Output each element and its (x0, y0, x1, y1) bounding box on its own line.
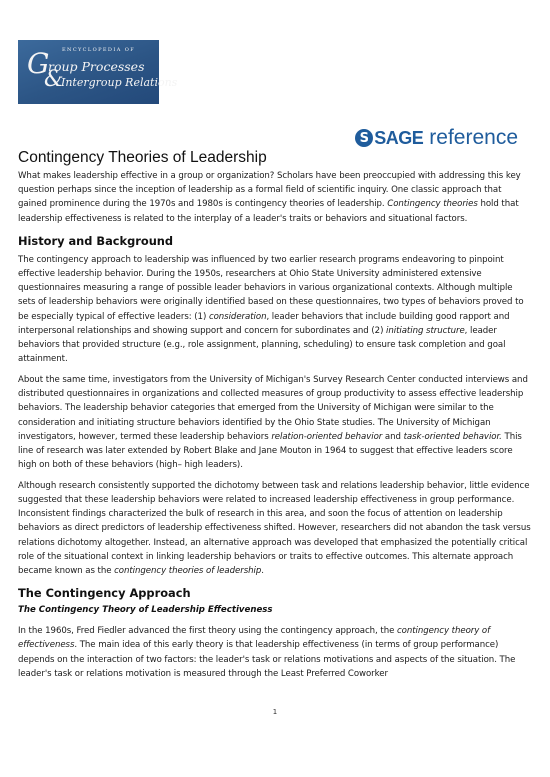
logo-ampersand: & (44, 67, 64, 92)
history-p3-text-1: Although research consistently supported the dichotomy between task and relations leadership behavior, little evidence suggested that these leadership behaviors were related to increased leadership effectiveness in group performance. Inconsistent findings characterized the bulk of research in this area, and soon the focus of attention on leadership behaviors as direct predictors of leadership effectiveness shifted. However, researchers did not abandon the task versus relations dichotomy altogether. Instead, an alternative approach was developed that emphasized the potentially critical role of the situational context in linking leadership behaviors or traits to effective outcomes. This alternate approach became known as the (18, 480, 531, 577)
approach-p1-text-2: . The main idea of this early theory is that leadership effectiveness (in terms of group performance) depends on the interaction of two factors: the leader's task or relations motivations and aspects of the situation. The leader's task or relations motivation is measured through the Least Preferred Coworker (18, 640, 516, 679)
intro-term: Contingency theories (387, 199, 478, 210)
sage-s-icon: S (355, 129, 373, 147)
term-contingency-theory-of-effectiveness: contingency theory of effectiveness (18, 626, 491, 651)
sage-wordmark: SAGE (374, 127, 424, 148)
logo-top-text: ENCYCLOPEDIA OF (62, 47, 136, 53)
approach-heading: The Contingency Approach (18, 586, 191, 601)
sage-reference-logo (355, 126, 518, 150)
history-p2-text-1: About the same time, investigators from the University of Michigan's Survey Research Center conducted interviews and distributed questionnaires in organizations and collected measures of group productivity to assess effective leadership behaviors. The leadership behavior categories that emerged from the University of Michigan were similar to the consideration and initiating structure behaviors identified by the Ohio State studies. The University of Michigan investigators, however, termed these leadership behaviors (18, 374, 528, 442)
term-task-oriented: task-oriented behavior. (403, 431, 502, 442)
history-p2-text-2: and (382, 431, 404, 442)
history-p1-text-1: The contingency approach to leadership was influenced by two earlier research programs endeavoring to pinpoint effective leadership behavior. During the 1950s, researchers at Ohio State University administered extensive questionnaires measuring a range of possible leader behaviors in various organizational contexts. Although multiple sets of leadership behaviors were originally identified based on these questionnaires, two types of behaviors proved to be especially typical of effective leaders: (1) (18, 254, 524, 322)
history-p2-text-3: This line of research was later extended by Robert Blake and Jane Mouton in 1964 to suggest that effective leaders score high on both of these behaviors (high– high leaders). (18, 431, 522, 471)
history-p1-text-2: , leader behaviors that include building good rapport and interpersonal relationships and showing support and concern for subordinates and (2) (18, 311, 510, 336)
intro-paragraph (18, 169, 532, 226)
intro-text-2: hold that leadership effectiveness is related to the interplay of a leader's traits or behaviors and situational factors. (18, 199, 519, 224)
term-initiating-structure: initiating structure (386, 325, 465, 336)
term-contingency-theories: contingency theories of leadership (114, 566, 262, 577)
term-consideration: consideration (208, 311, 267, 322)
term-relation-oriented: relation-oriented behavior (271, 431, 383, 442)
article-title: Contingency Theories of Leadership (18, 149, 267, 166)
encyclopedia-logo (18, 40, 178, 104)
page-number: 1 (272, 708, 278, 716)
article-body (18, 149, 532, 688)
history-p3-text-2: . (261, 566, 264, 577)
history-p1-text-3: , leader behaviors that provided structure (e.g., role assignment, planning, scheduling) to ensure task completion and goal attainment. (18, 325, 506, 365)
approach-subheading: The Contingency Theory of Leadership Effectiveness (18, 605, 273, 616)
history-paragraph-3 (18, 479, 532, 578)
approach-p1-text-1: In the 1960s, Fred Fiedler advanced the first theory using the contingency approach, the (18, 626, 397, 637)
logo-initial-g: G (27, 47, 50, 80)
history-heading: History and Background (18, 233, 174, 248)
history-paragraph-1 (18, 253, 532, 367)
intro-text-1: What makes leadership effective in a group or organization? Scholars have been preoccupied with addressing this key question perhaps since the inception of leadership as a formal field of scientific inquiry. One classic approach that gained prominence during the 1970s and 1980s is contingency theories of leadership. (18, 171, 521, 210)
logo-line-2: Intergroup Relations (61, 76, 178, 89)
reference-wordmark: reference (429, 126, 518, 149)
history-paragraph-2 (18, 373, 532, 472)
logo-line-1: roup Processes (48, 59, 145, 74)
approach-paragraph-1 (18, 624, 532, 681)
